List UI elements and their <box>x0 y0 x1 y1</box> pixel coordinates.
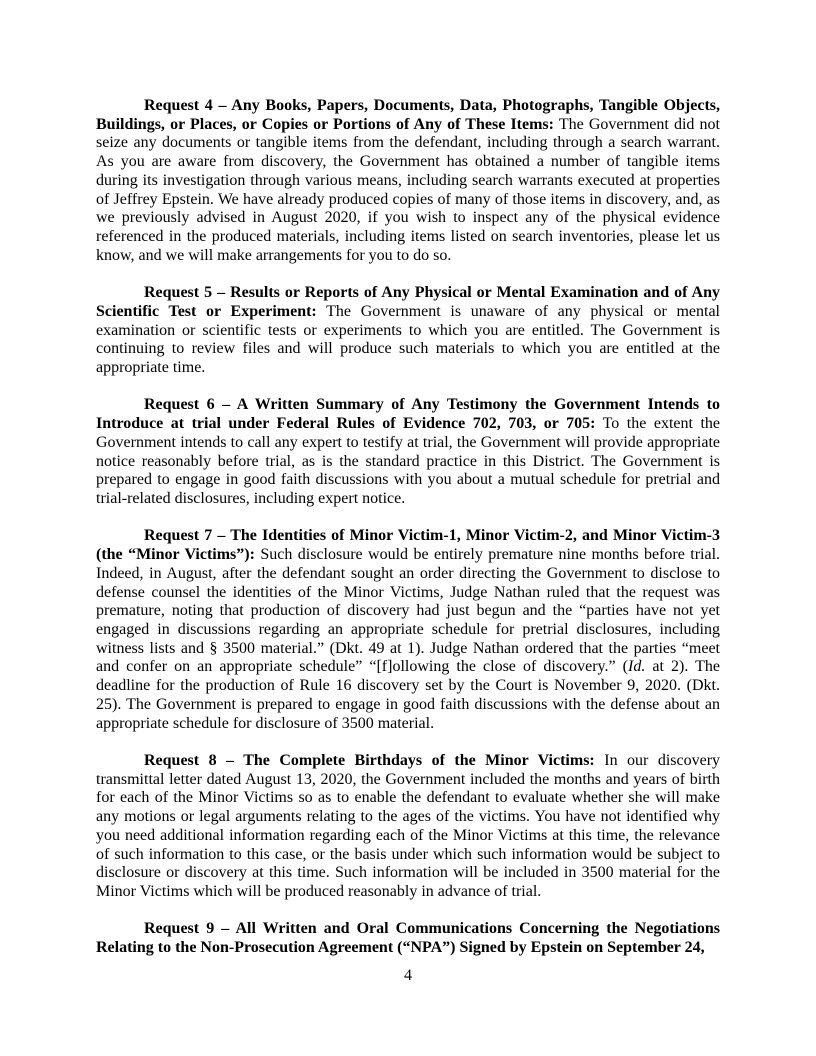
paragraph-request-8 <box>96 752 720 902</box>
request-8-heading: Request 8 – The Complete Birthdays of the Minor Victims: <box>144 752 595 770</box>
paragraph-request-4 <box>96 97 720 265</box>
document-body <box>96 97 720 977</box>
request-7-body-part-1: Such disclosure would be entirely premature nine months before trial. Indeed, in August, after the defendant sought an order directing the Government to disclose to defense counsel the identities of the Minor Victims, Judge Nathan ruled that the request was premature, noting that production of discovery had just begun and the “parties have not yet engaged in discussions regarding an appropriate schedule for pretrial disclosures, including witness lists and § 3500 material.” (Dkt. 49 at 1). Judge Nathan ordered that the parties “meet and confer on an appropriate schedule” “[f]ollowing the close of discovery.” ( <box>96 546 721 676</box>
request-9-heading: Request 9 – All Written and Oral Communications Concerning the Negotiations Relating to the Non-Prosecution Agreement (“NPA”) Signed by Epstein on September 24, <box>96 920 720 957</box>
paragraph-request-5 <box>96 284 720 378</box>
paragraph-request-6 <box>96 396 720 508</box>
request-4-heading: Request 4 – Any Books, Papers, Documents, Data, Photographs, Tangible Objects, Buildings, or Places, or Copies or Portions of Any of These Items: <box>96 97 720 133</box>
request-6-body: To the extent the Government intends to call any expert to testify at trial, the Government will provide appropriate notice reasonably before trial, as is the standard practice in this District. The Government is prepared to engage in good faith discussions with you about a mutual schedule for pretrial and trial-related disclosures, including expert notice. <box>96 415 721 508</box>
request-7-id-citation: Id. <box>628 658 646 676</box>
request-4-body: The Government did not seize any documents or tangible items from the defendant, including through a search warrant. As you are aware from discovery, the Government has obtained a number of tangible items during its investigation through various means, including search warrants executed at properties of Jeffrey Epstein. We have already produced copies of many of those items in discovery, and, as we previously advised in August 2020, if you wish to inspect any of the physical evidence referenced in the produced materials, including items listed on search inventories, please let us know, and we will make arrangements for you to do so. <box>96 115 720 264</box>
page-number: 4 <box>404 967 412 984</box>
request-5-heading: Request 5 – Results or Reports of Any Physical or Mental Examination and of Any Scientific Test or Experiment: <box>96 284 720 320</box>
paragraph-request-9 <box>96 920 720 957</box>
request-7-body-part-2: at 2). The deadline for the production of Rule 16 discovery set by the Court is November 9, 2020. (Dkt. 25). The Government is prepared to engage in good faith discussions with the defense about an appropriate schedule for disclosure of 3500 material. <box>96 658 720 732</box>
request-6-heading: Request 6 – A Written Summary of Any Testimony the Government Intends to Introduce at trial under Federal Rules of Evidence 702, 703, or 705: <box>96 396 720 433</box>
request-8-body: In our discovery transmittal letter dated August 13, 2020, the Government included the months and years of birth for each of the Minor Victims so as to enable the defendant to evaluate whether she will make any motions or legal arguments relating to the ages of the victims. You have not identified why you need additional information regarding each of the Minor Victims at this time, the relevance of such information to this case, or the basis under which such information would be subject to disclosure or discovery at this time. Such information will be included in 3500 material for the Minor Victims which will be produced reasonably in advance of trial. <box>96 752 721 901</box>
request-5-body: The Government is unaware of any physical or mental examination or scientific tests or experiments to which you are entitled. The Government is continuing to review files and will produce such materials to which you are entitled at the appropriate time. <box>96 302 720 377</box>
request-7-heading: Request 7 – The Identities of Minor Victim-1, Minor Victim-2, and Minor Victim-3 (the “Minor Victims”): <box>96 527 720 564</box>
paragraph-request-7 <box>96 527 720 733</box>
